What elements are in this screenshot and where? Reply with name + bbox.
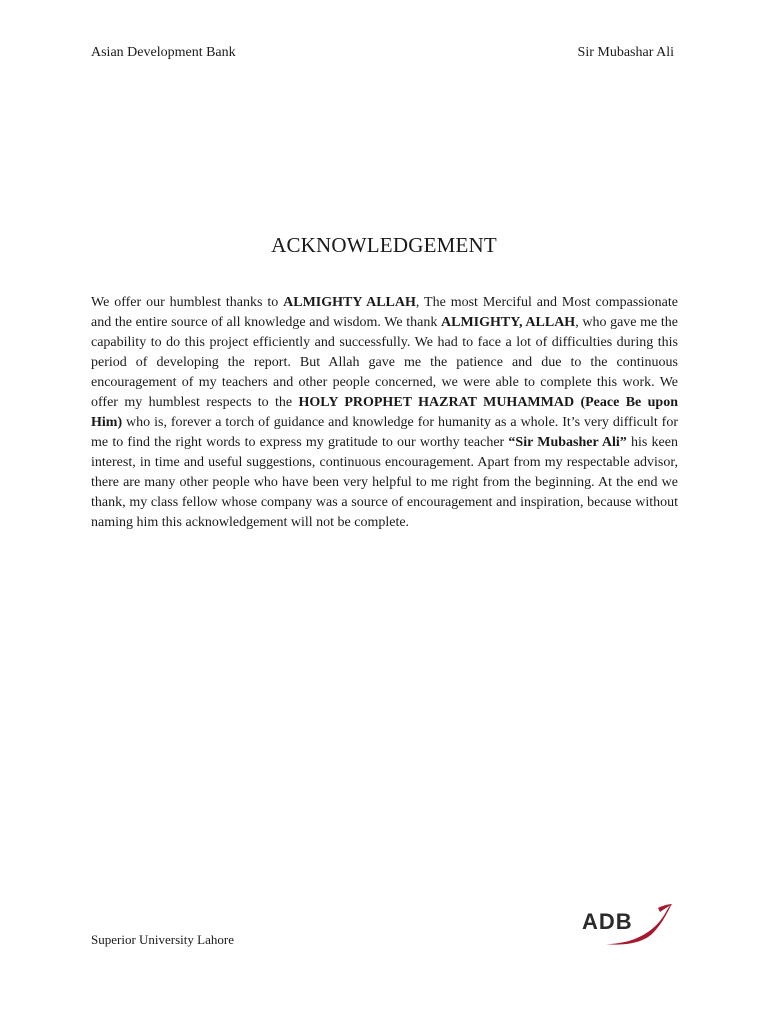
- body-bold-4: “Sir Mubasher Ali”: [508, 435, 627, 450]
- body-bold-3: HOLY PROPHET HAZRAT MUHAMMAD (Peace Be upon Him): [91, 395, 678, 430]
- logo-text: ADB: [582, 909, 633, 934]
- page-title: ACKNOWLEDGEMENT: [271, 233, 497, 257]
- body-text-3: , who gave me the capability to do this project efficiently and successfully. We had to face a lot of difficulties during this period of developing the report. But Allah gave me the patience and due to the continuous encouragement of my teachers and other people concerned, we were able to complete this work. We offer my humblest respects to the: [91, 315, 678, 410]
- body-bold-2: ALMIGHTY, ALLAH: [441, 315, 576, 330]
- body-text-4: who is, forever a torch of guidance and knowledge for humanity as a whole. It’s very difficult for me to find the right words to express my gratitude to our worthy teacher: [91, 415, 678, 450]
- footer-university: Superior University Lahore: [91, 932, 234, 947]
- body-text-1: We offer our humblest thanks to: [91, 295, 284, 310]
- acknowledgement-paragraph: [91, 293, 678, 533]
- body-text-5: his keen interest, in time and useful suggestions, continuous encouragement. Apart from my respectable advisor, there are many other people who have been very helpful to me right from the beginning. At the end we thank, my class fellow whose company was a source of encouragement and inspiration, because without naming him this acknowledgement will not be complete.: [91, 435, 678, 530]
- adb-logo-icon: [576, 900, 676, 948]
- header-organization: Asian Development Bank: [91, 45, 236, 60]
- header-author: Sir Mubashar Ali: [577, 45, 674, 60]
- body-bold-1: ALMIGHTY ALLAH: [283, 295, 416, 310]
- body-text-2: , The most Merciful and Most compassionate and the entire source of all knowledge and wisdom. We thank: [91, 295, 678, 330]
- logo-swoosh-tip: [658, 904, 672, 912]
